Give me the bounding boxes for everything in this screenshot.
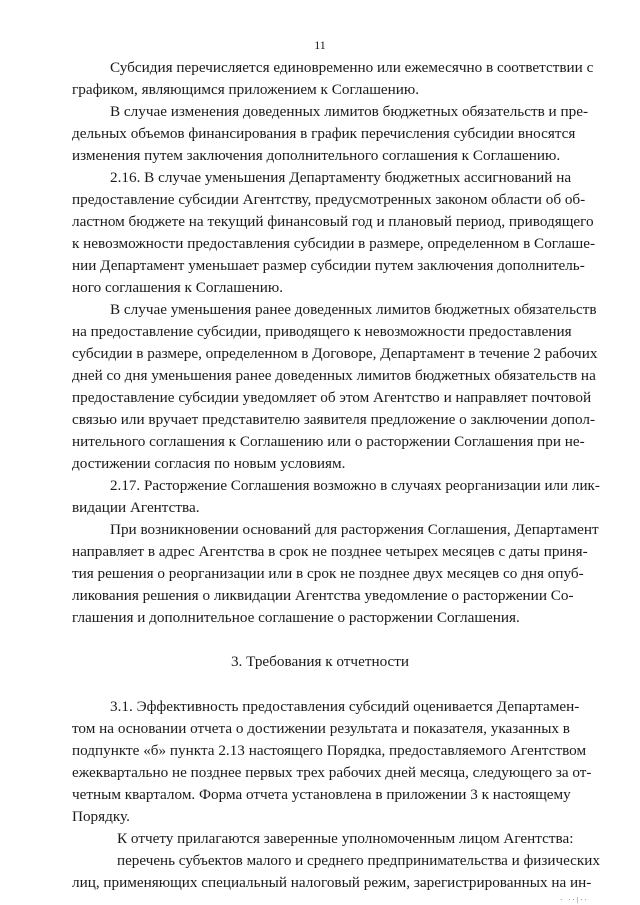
- text-line: четным кварталом. Форма отчета установлена в приложении 3 к настоящему: [72, 786, 571, 803]
- text-line: 3.1. Эффективность предоставления субсидий оценивается Департамен-: [110, 698, 580, 715]
- text-line: При возникновении оснований для расторжения Соглашения, Департамент: [110, 521, 599, 538]
- text-line: 2.17. Расторжение Соглашения возможно в случаях реорганизации или лик-: [110, 477, 600, 494]
- section-heading: 3. Требования к отчетности: [230, 653, 410, 670]
- text-line: Порядку.: [72, 808, 130, 825]
- text-line: предоставление субсидии Агентству, предусмотренных законом области об об-: [72, 191, 586, 208]
- text-line: тия решения о реорганизации или в срок не позднее двух месяцев со дня опуб-: [72, 565, 584, 582]
- text-line: Субсидия перечисляется единовременно или ежемесячно в соответствии с: [110, 59, 594, 76]
- text-line: к невозможности предоставления субсидии в размере, определенном в Соглаше-: [72, 235, 596, 252]
- text-line: том на основании отчета о достижении результата и показателя, указанных в: [72, 720, 570, 737]
- text-line: нии Департамент уменьшает размер субсидии путем заключения дополнитель-: [72, 257, 585, 274]
- text-line: направляет в адрес Агентства в срок не позднее четырех месяцев с даты приня-: [72, 543, 588, 560]
- scan-mark: · ··|··: [560, 896, 589, 904]
- text-line: нительного соглашения к Соглашению или о расторжении Соглашения при не-: [72, 433, 585, 450]
- text-line: ликования решения о ликвидации Агентства уведомление о расторжении Со-: [72, 587, 574, 604]
- text-line: на предоставление субсидии, приводящего к невозможности предоставления: [72, 323, 572, 340]
- text-line: ежеквартально не позднее первых трех рабочих дней месяца, следующего за от-: [72, 764, 592, 781]
- text-line: В случае изменения доведенных лимитов бюджетных обязательств и пре-: [110, 103, 589, 120]
- text-line: достижении согласия по новым условиям.: [72, 455, 346, 472]
- text-line: 2.16. В случае уменьшения Департаменту бюджетных ассигнований на: [110, 169, 572, 186]
- text-line: связью или вручает представителю заявителя предложение о заключении допол-: [72, 411, 596, 428]
- text-line: ластном бюджете на текущий финансовый год и плановый период, приводящего: [72, 213, 594, 230]
- text-line: субсидии в размере, определенном в Договоре, Департамент в течение 2 рабочих: [72, 345, 598, 362]
- text-line: дельных объемов финансирования в график перечисления субсидии вносятся: [72, 125, 576, 142]
- text-line: предоставление субсидии уведомляет об этом Агентство и направляет почтовой: [72, 389, 592, 406]
- text-line: перечень субъектов малого и среднего предпринимательства и физических: [117, 852, 600, 869]
- text-line: лиц, применяющих специальный налоговый режим, зарегистрированных на ин-: [72, 874, 592, 891]
- text-line: видации Агентства.: [72, 499, 200, 516]
- text-line: В случае уменьшения ранее доведенных лимитов бюджетных обязательств: [110, 301, 597, 318]
- text-line: К отчету прилагаются заверенные уполномоченным лицом Агентства:: [117, 830, 574, 847]
- text-line: ного соглашения к Соглашению.: [72, 279, 284, 296]
- text-line: глашения и дополнительное соглашение о расторжении Соглашения.: [72, 609, 520, 626]
- text-line: графиком, являющимся приложением к Соглашению.: [72, 81, 420, 98]
- page-number: 11: [314, 38, 326, 52]
- text-line: дней со дня уменьшения ранее доведенных лимитов бюджетных обязательств на: [72, 367, 596, 384]
- text-line: подпункте «б» пункта 2.13 настоящего Порядка, предоставляемого Агентством: [72, 742, 587, 759]
- text-line: изменения путем заключения дополнительного соглашения к Соглашению.: [72, 147, 561, 164]
